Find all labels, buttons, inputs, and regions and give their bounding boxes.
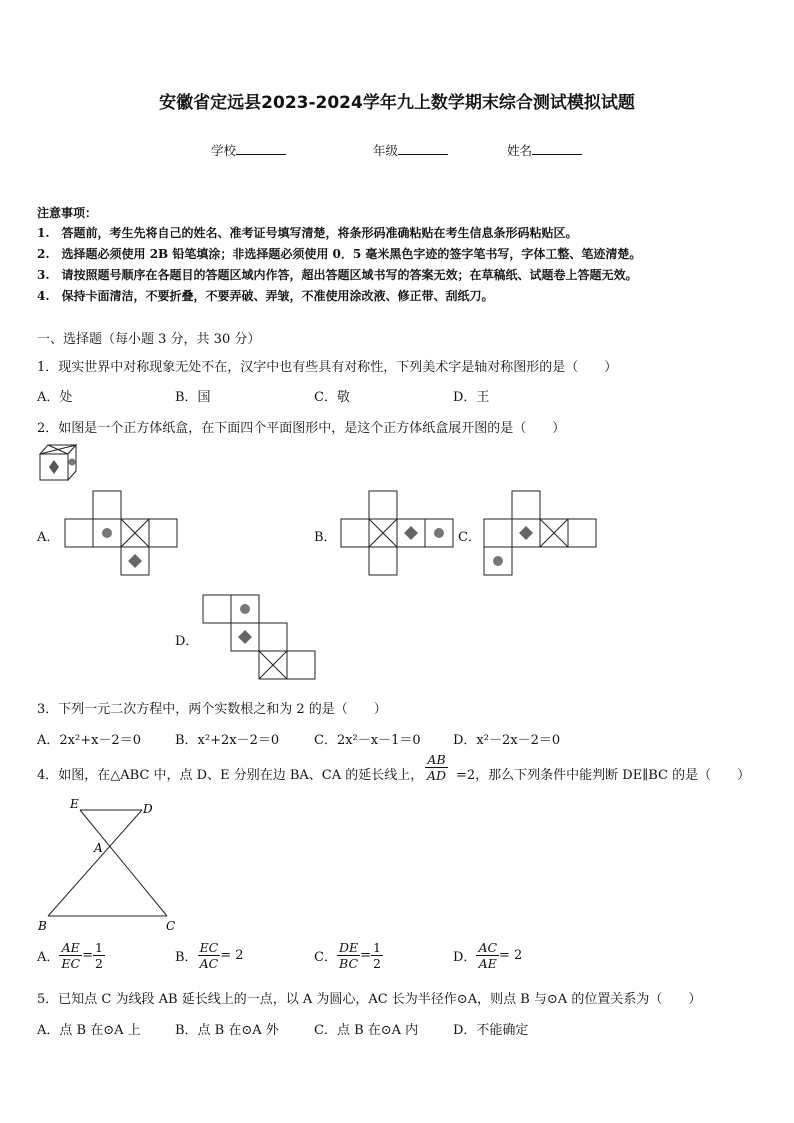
question-5-stem: 5．已知点 C 为线段 AB 延长线上的一点，以 A 为圆心，AC 长为半径作⊙A，则点 B 与⊙A 的位置关系为（ ） bbox=[37, 992, 702, 1007]
q4-option-b bbox=[175, 940, 244, 971]
q1-option-b: B．国 bbox=[175, 390, 211, 405]
school-label: 学校 bbox=[211, 143, 237, 158]
q4-option-c bbox=[314, 940, 383, 971]
q3-option-c: C．2x²－x－1＝0 bbox=[314, 733, 421, 748]
q4b-rhs: = 2 bbox=[220, 948, 244, 963]
q5-option-c: C．点 B 在⊙A 内 bbox=[314, 1023, 419, 1038]
q2-option-b-label: B． bbox=[314, 530, 337, 545]
q4c-rhs-num: 1 bbox=[373, 940, 381, 955]
grade-field bbox=[373, 141, 448, 159]
name-field bbox=[507, 141, 582, 159]
q4-ratio-den: AD bbox=[427, 768, 447, 783]
question-2-stem: 2．如图是一个正方体纸盒，在下面四个平面图形中，是这个正方体纸盒展开图的是（ ） bbox=[37, 421, 566, 436]
net-option-d bbox=[203, 595, 315, 679]
q4b-den: AC bbox=[199, 956, 219, 971]
q4-option-d-label: D． bbox=[453, 950, 477, 965]
q4-option-c-label: C． bbox=[314, 950, 337, 965]
point-a-label: A bbox=[94, 841, 103, 855]
note-item: 3. 请按照题号顺序在各题目的答题区域内作答，超出答题区域书写的答案无效；在草稿纸、试题卷上答题无效。 bbox=[37, 268, 638, 282]
q1-option-d: D．王 bbox=[453, 390, 490, 405]
name-label: 姓名 bbox=[507, 143, 533, 158]
q4b-num: EC bbox=[199, 940, 219, 955]
grade-label: 年级 bbox=[373, 143, 399, 158]
question-4-stem-a: 4．如图，在△ABC 中，点 D、E 分别在边 BA、CA 的延长线上， bbox=[37, 768, 424, 783]
cube-figure bbox=[38, 442, 82, 482]
q5-option-d: D．不能确定 bbox=[453, 1023, 529, 1038]
q4-option-a bbox=[37, 940, 105, 971]
question-4-stem-b: =2，那么下列条件中能判断 DE∥BC 的是（ ） bbox=[456, 768, 751, 783]
name-blank bbox=[532, 142, 582, 155]
q4c-den: BC bbox=[339, 956, 359, 971]
point-d-label: D bbox=[143, 802, 153, 816]
q4-option-a-label: A． bbox=[37, 950, 60, 965]
q4d-den: AE bbox=[478, 956, 497, 971]
q4-option-d bbox=[453, 940, 522, 971]
point-b-label: B bbox=[38, 919, 47, 933]
school-field bbox=[211, 141, 286, 159]
q4c-rhs-den: 2 bbox=[373, 956, 381, 971]
q3-option-a: A．2x²+x－2＝0 bbox=[37, 733, 141, 748]
q3-option-b: B．x²+2x－2＝0 bbox=[175, 733, 280, 748]
point-c-label: C bbox=[166, 919, 176, 933]
note-item: 1. 答题前，考生先将自己的姓名、准考证号填写清楚，将条形码准确粘贴在考生信息条形码粘贴区。 bbox=[37, 226, 578, 240]
q5-option-a: A．点 B 在⊙A 上 bbox=[37, 1023, 141, 1038]
question-1-stem: 1．现实世界中对称现象无处不在，汉字中也有些具有对称性，下列美术字是轴对称图形的是（ ） bbox=[37, 360, 618, 375]
q4a-den: EC bbox=[61, 956, 81, 971]
q4a-rhs-den: 2 bbox=[95, 956, 103, 971]
grade-blank bbox=[398, 142, 448, 155]
page-title: 安徽省定远县2023-2024学年九上数学期末综合测试模拟试题 bbox=[159, 93, 635, 113]
q4c-num: DE bbox=[338, 940, 359, 955]
q2-option-d-label: D． bbox=[175, 634, 199, 649]
notes-heading: 注意事项： bbox=[37, 206, 98, 220]
q4a-num: AE bbox=[59, 940, 82, 956]
q4d-rhs: = 2 bbox=[499, 948, 523, 963]
section-heading: 一、选择题（每小题 3 分，共 30 分） bbox=[37, 332, 261, 347]
q1-option-a: A．处 bbox=[37, 390, 73, 405]
question-3-stem: 3．下列一元二次方程中，两个实数根之和为 2 的是（ ） bbox=[37, 702, 387, 717]
net-option-c bbox=[484, 491, 596, 575]
net-option-a bbox=[65, 491, 177, 575]
q4a-rhs-num: 1 bbox=[95, 940, 103, 955]
q4-option-b-label: B． bbox=[175, 950, 198, 965]
q2-option-c-label: C． bbox=[458, 530, 481, 545]
q4-ratio-fraction bbox=[425, 752, 448, 783]
q2-option-a-label: A． bbox=[37, 530, 60, 545]
note-item: 4. 保持卡面清洁，不要折叠，不要弄破、弄皱，不准使用涂改液、修正带、刮纸刀。 bbox=[37, 289, 494, 303]
school-blank bbox=[236, 142, 286, 155]
q3-option-d: D．x²－2x－2＝0 bbox=[453, 733, 561, 748]
q4c-equals: = bbox=[360, 948, 372, 963]
q4a-equals: = bbox=[82, 948, 93, 963]
triangle-figure bbox=[36, 797, 186, 935]
q4d-num: AC bbox=[478, 940, 498, 955]
q5-option-b: B．点 B 在⊙A 外 bbox=[175, 1023, 279, 1038]
q4-ratio-num: AB bbox=[425, 752, 448, 768]
net-option-b bbox=[341, 491, 453, 575]
note-item: 2. 选择题必须使用 2B 铅笔填涂；非选择题必须使用 0．5 毫米黑色字迹的签字笔书写，字体工整、笔迹清楚。 bbox=[37, 247, 642, 261]
point-e-label: E bbox=[70, 797, 79, 811]
q1-option-c: C．敬 bbox=[314, 390, 350, 405]
